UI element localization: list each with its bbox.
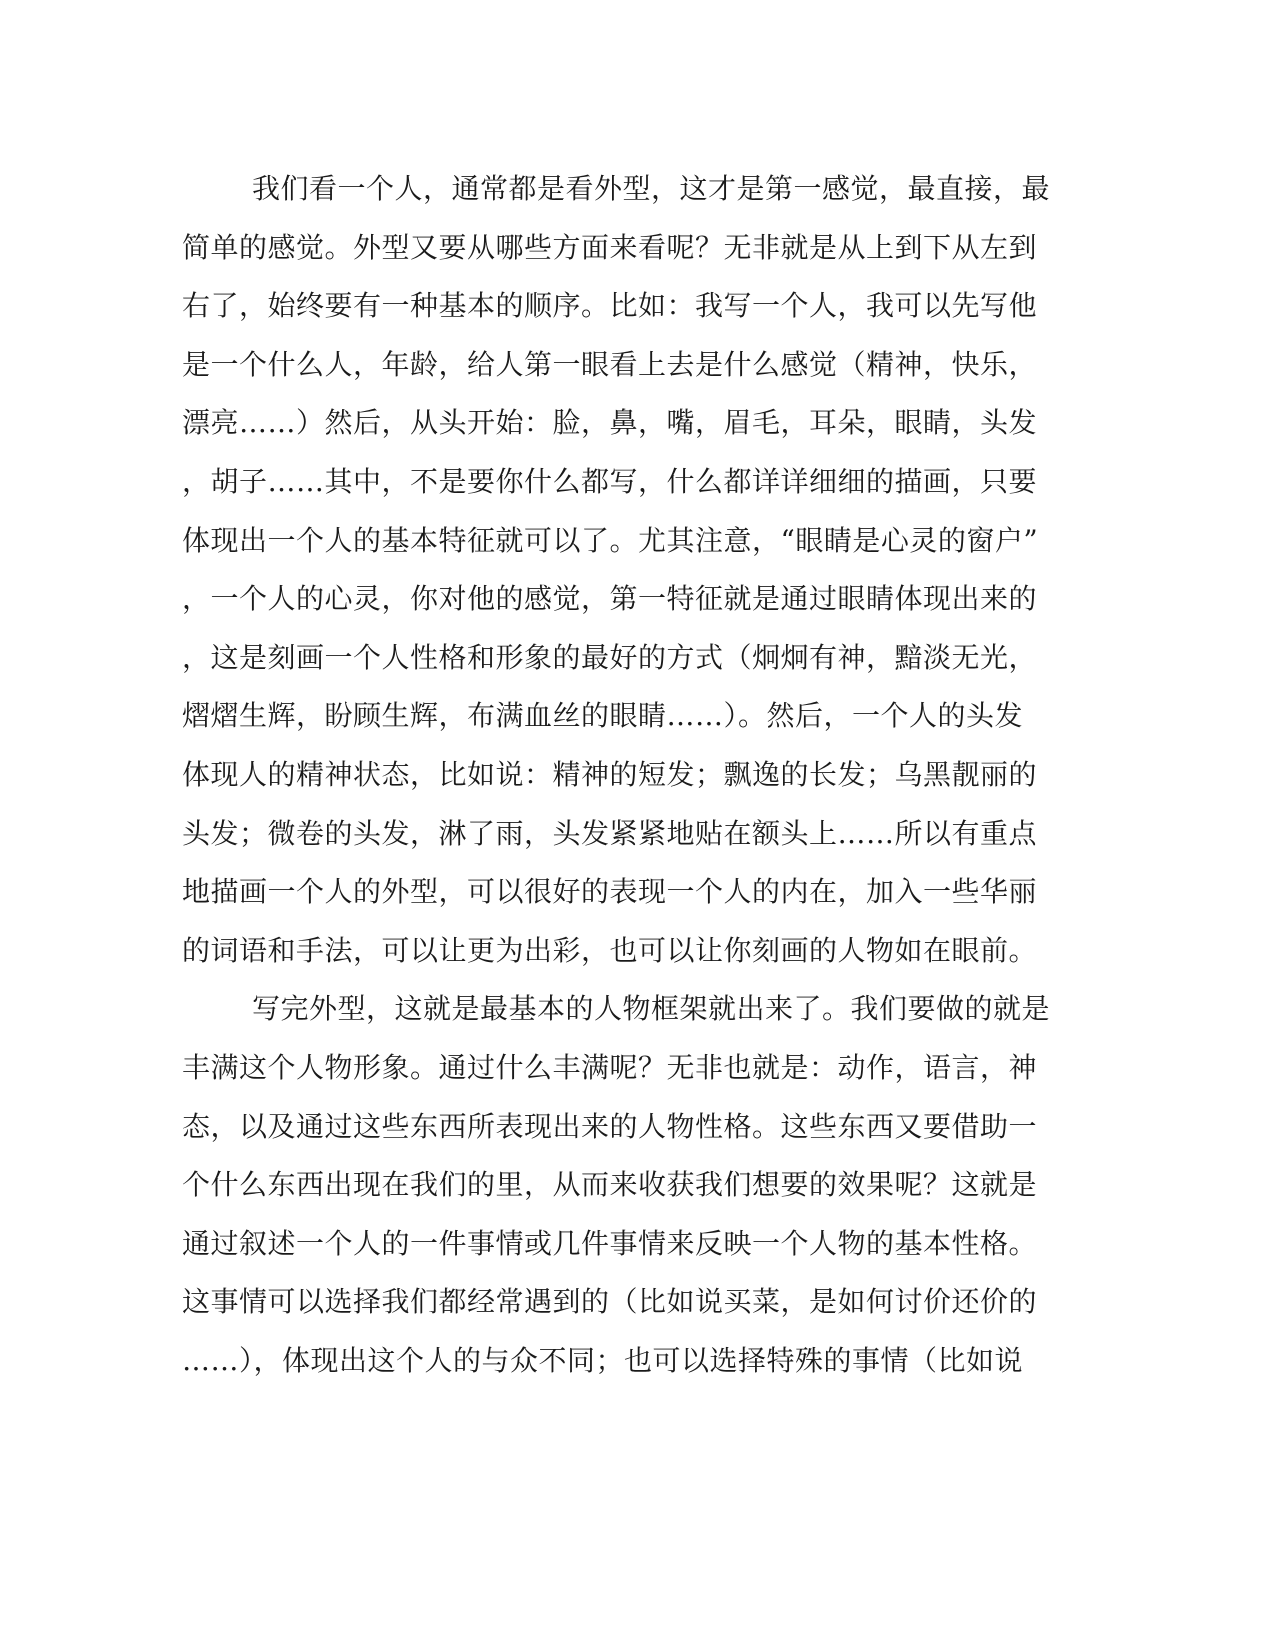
text-line-3: 右了，始终要有一种基本的顺序。比如：我写一个人，我可以先写他 [182,289,1038,323]
text-line-14: 的词语和手法，可以让更为出彩，也可以让你刻画的人物如在眼前。 [182,933,1038,967]
text-line-15: 写完外型，这就是最基本的人物框架就出来了。我们要做的就是 [252,992,1051,1026]
text-line-9: ，这是刻画一个人性格和形象的最好的方式（炯炯有神，黯淡无光， [182,640,1038,674]
text-line-21: ……），体现出这个人的与众不同；也可以选择特殊的事情（比如说 [182,1343,1024,1377]
text-line-4: 是一个什么人，年龄，给人第一眼看上去是什么感觉（精神，快乐， [182,347,1038,381]
text-line-13: 地描画一个人的外型，可以很好的表现一个人的内在，加入一些华丽 [182,875,1038,909]
body-text [182,160,1051,1390]
text-line-18: 个什么东西出现在我们的里，从而来收获我们想要的效果呢？这就是 [182,1168,1038,1202]
text-line-11: 体现人的精神状态，比如说：精神的短发；飘逸的长发；乌黑靓丽的 [182,757,1038,791]
text-line-6: ，胡子……其中，不是要你什么都写，什么都详详细细的描画，只要 [182,464,1038,498]
text-line-12: 头发；微卷的头发，淋了雨，头发紧紧地贴在额头上……所以有重点 [182,816,1038,850]
text-line-17: 态，以及通过这些东西所表现出来的人物性格。这些东西又要借助一 [182,1109,1038,1143]
text-line-1: 我们看一个人，通常都是看外型，这才是第一感觉，最直接，最 [252,172,1051,205]
text-line-2: 简单的感觉。外型又要从哪些方面来看呢？无非就是从上到下从左到 [182,230,1038,264]
text-line-7: 体现出一个人的基本特征就可以了。尤其注意，“眼睛是心灵的窗户” [182,523,1039,557]
text-line-10: 熠熠生辉，盼顾生辉，布满血丝的眼睛……）。然后，一个人的头发 [182,699,1024,733]
text-line-19: 通过叙述一个人的一件事情或几件事情来反映一个人物的基本性格。 [182,1226,1038,1260]
text-line-5: 漂亮……）然后，从头开始：脸，鼻，嘴，眉毛，耳朵，眼睛，头发 [182,406,1038,440]
text-line-16: 丰满这个人物形象。通过什么丰满呢？无非也就是：动作，语言，神 [182,1050,1038,1084]
text-line-8: ，一个人的心灵，你对他的感觉，第一特征就是通过眼睛体现出来的 [182,582,1038,616]
text-line-20: 这事情可以选择我们都经常遇到的（比如说买菜，是如何讨价还价的 [182,1285,1038,1319]
